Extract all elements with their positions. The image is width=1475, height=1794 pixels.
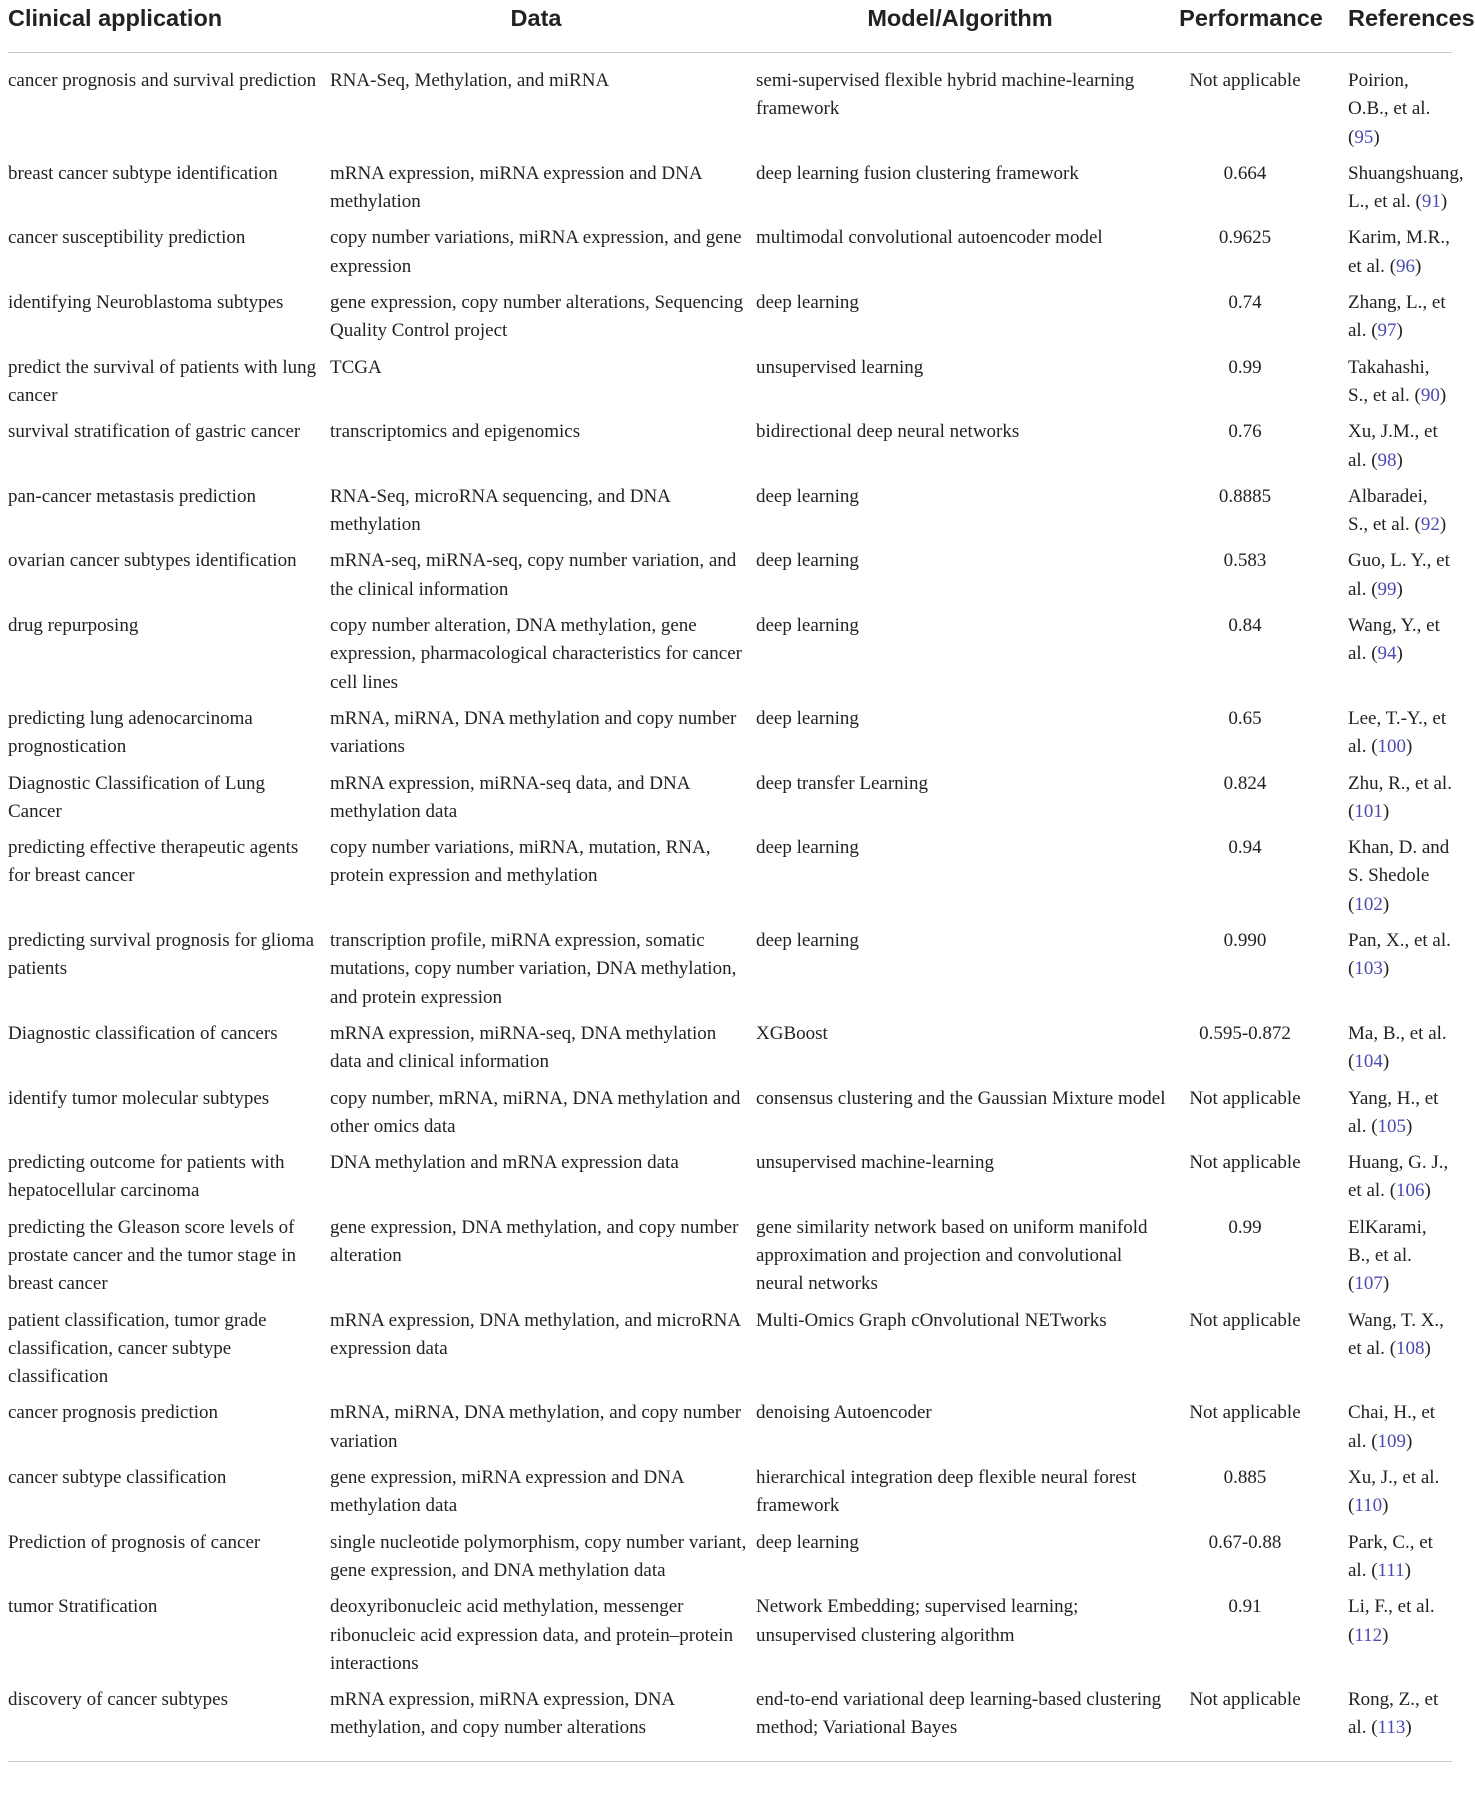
cell-reference: Xu, J., et al. (110) [1348,1467,1440,1517]
cell-data: copy number variations, miRNA, mutation, RNA, protein expression and methylation [330,837,711,887]
cell-data: mRNA expression, miRNA-seq, DNA methylation data and clinical information [330,1022,717,1073]
reference-author: Chai, H., et al. [1348,1402,1436,1452]
cell-reference: Ma, B., et al. (104) [1348,1022,1447,1073]
table-header [8,0,1475,53]
reference-author: Yang, H., et al. [1348,1087,1439,1137]
cell-performance: Not applicable [1189,1152,1301,1174]
cell-clinical-application: survival stratification of gastric cancer [8,421,301,443]
table-row [8,289,1452,354]
cell-reference: Poirion, O.B., et al. (95) [1348,70,1431,148]
table-row [8,1149,1452,1214]
cell-model-algorithm: consensus clustering and the Gaussian Mixture model [756,1087,1166,1109]
reference-link[interactable]: 95 [1354,126,1374,148]
reference-author: Lee, T.-Y., et al. [1348,707,1447,758]
cell-data: mRNA expression, DNA methylation, and microRNA expression data [330,1309,741,1359]
table-row [8,1020,1452,1085]
cell-model-algorithm: deep learning [756,485,859,507]
cell-reference: Takahashi, S., et al. (90) [1348,356,1447,406]
cell-reference: Zhang, L., et al. (97) [1348,292,1446,342]
table-row [8,483,1452,548]
reference-link[interactable]: 109 [1377,1430,1407,1452]
cell-clinical-application: drug repurposing [8,615,139,637]
reference-link[interactable]: 106 [1396,1180,1425,1202]
table-row [8,1593,1452,1686]
cell-clinical-application: breast cancer subtype identification [8,162,278,184]
table-row [8,1399,1452,1464]
cell-performance: 0.595-0.872 [1199,1022,1291,1044]
cell-clinical-application: discovery of cancer subtypes [8,1686,322,1761]
reference-author: Xu, J.M., et al. [1348,421,1438,471]
reference-author: Zhang, L., et al. [1348,292,1446,342]
cell-clinical-application: cancer subtype classification [8,1467,227,1489]
cell-data: mRNA expression, miRNA expression, DNA methylation, and copy number alterations [322,1686,754,1761]
cell-reference: Wang, Y., et al. (94) [1348,615,1440,665]
cell-model-algorithm: unsupervised machine-learning [756,1152,994,1174]
cell-model-algorithm: deep learning fusion clustering framework [756,162,1079,184]
cell-performance: 0.824 [1223,772,1267,794]
cell-clinical-application: predict the survival of patients with lung cancer [8,356,317,406]
reference-link[interactable]: 102 [1354,893,1383,915]
reference-link[interactable]: 103 [1354,958,1383,980]
reference-link[interactable]: 100 [1377,736,1407,758]
cell-data: mRNA expression, miRNA expression and DNA methylation [330,162,702,213]
cell-reference: Khan, D. and S. Shedole (102) [1348,837,1450,915]
reference-link[interactable]: 112 [1354,1624,1383,1646]
reference-link[interactable]: 94 [1377,643,1397,665]
cell-clinical-application: cancer susceptibility prediction [8,227,246,249]
reference-link[interactable]: 108 [1396,1337,1425,1359]
table-row [8,224,1452,289]
cell-model-algorithm: gene similarity network based on uniform manifold approximation and projection and convolutional neural networks [756,1216,1148,1295]
cell-model-algorithm: Multi-Omics Graph cOnvolutional NETworks [756,1309,1107,1331]
cell-data: gene expression, DNA methylation, and copy number alteration [330,1216,739,1266]
cell-performance: Not applicable [1189,70,1301,91]
cell-model-algorithm: deep learning [756,292,859,314]
header-row [8,0,1452,53]
cell-model-algorithm: denoising Autoencoder [756,1402,932,1424]
reference-link[interactable]: 99 [1377,578,1397,600]
cell-performance: Not applicable [1189,1402,1301,1424]
reference-author: Karim, M.R., et al. [1348,227,1450,277]
cell-data: RNA-Seq, microRNA sequencing, and DNA methylation [330,485,670,536]
cell-reference: Shuangshuang, L., et al. (91) [1348,162,1464,213]
table-row [8,770,1452,835]
cell-clinical-application: identifying Neuroblastoma subtypes [8,292,284,314]
cell-model-algorithm: bidirectional deep neural networks [756,421,1020,443]
header-performance: Performance [1170,0,1336,53]
reference-author: Guo, L. Y., et al. [1348,550,1450,600]
cell-reference: Park, C., et al. (111) [1348,1531,1433,1581]
cell-data: copy number alteration, DNA methylation, gene expression, pharmacological characteristics for cancer cell lines [330,615,742,693]
reference-link[interactable]: 98 [1377,449,1397,471]
table-row [8,1464,1452,1529]
table-row [8,1214,1452,1307]
cell-data: mRNA expression, miRNA-seq data, and DNA methylation data [330,772,690,822]
cell-model-algorithm: deep learning [756,1531,859,1553]
reference-author: Li, F., et al. [1348,1596,1435,1618]
cell-performance: 0.8885 [1218,485,1272,507]
cell-data: transcriptomics and epigenomics [330,421,581,443]
cell-clinical-application: Diagnostic classification of cancers [8,1022,278,1044]
cell-model-algorithm: deep transfer Learning [756,772,928,794]
reference-author: ElKarami, B., et al. [1348,1216,1427,1266]
cell-data: gene expression, miRNA expression and DNA methylation data [330,1467,684,1517]
cell-clinical-application: predicting outcome for patients with hepatocellular carcinoma [8,1152,285,1202]
cell-performance: 0.91 [1228,1596,1262,1618]
reference-author: Zhu, R., et al. [1348,772,1452,794]
cell-data: copy number, mRNA, miRNA, DNA methylation and other omics data [330,1087,741,1137]
cell-clinical-application: Diagnostic Classification of Lung Cancer [8,772,265,822]
cell-performance: 0.84 [1228,615,1262,637]
reference-author: Pan, X., et al. [1348,930,1451,952]
cell-performance: 0.76 [1228,421,1262,443]
cell-data: mRNA, miRNA, DNA methylation and copy number variations [330,707,737,758]
cell-reference: Wang, T. X., et al. (108) [1348,1309,1444,1359]
reference-link[interactable]: 92 [1420,514,1440,536]
cell-model-algorithm: deep learning [756,615,859,637]
reference-link[interactable]: 113 [1377,1717,1406,1739]
reference-author: Khan, D. and S. Shedole [1348,837,1450,887]
table-row [8,612,1452,705]
cell-reference: Pan, X., et al. (103) [1348,930,1451,980]
cell-model-algorithm: end-to-end variational deep learning-based clustering method; Variational Bayes [754,1686,1170,1761]
reference-link[interactable]: 111 [1377,1559,1405,1581]
header-references: References [1336,0,1452,53]
reference-link[interactable]: 91 [1421,191,1441,213]
cell-model-algorithm: Network Embedding; supervised learning; unsupervised clustering algorithm [756,1596,1079,1646]
cell-reference: Guo, L. Y., et al. (99) [1348,550,1450,600]
reference-link[interactable]: 90 [1420,384,1440,406]
cell-data: RNA-Seq, Methylation, and miRNA [330,70,610,91]
cell-performance: 0.990 [1223,930,1267,952]
cell-clinical-application: patient classification, tumor grade classification, cancer subtype classification [8,1309,267,1388]
cell-performance: 0.65 [1228,707,1262,729]
reference-author: Poirion, O.B., et al. [1348,70,1431,120]
cell-performance: 0.67-0.88 [1208,1531,1282,1553]
cell-model-algorithm: multimodal convolutional autoencoder model [756,227,1103,249]
reference-author: Albaradei, S., et al. [1348,485,1428,536]
cell-data: gene expression, copy number alterations, Sequencing Quality Control project [330,292,744,342]
cell-model-algorithm: deep learning [756,707,859,729]
cell-model-algorithm: deep learning [756,550,859,572]
reference-link[interactable]: 105 [1377,1115,1407,1137]
cell-model-algorithm: unsupervised learning [756,356,924,378]
cell-performance: 0.583 [1223,550,1267,572]
reference-author: Wang, Y., et al. [1348,615,1440,665]
cell-clinical-application: predicting effective therapeutic agents for breast cancer [8,837,299,887]
cell-clinical-application: tumor Stratification [8,1596,158,1618]
table-row [8,1686,1452,1761]
cell-performance: 0.99 [1228,1216,1262,1238]
cell-data: transcription profile, miRNA expression, somatic mutations, copy number variation, DNA methylation, and protein expression [330,930,737,1008]
cell-data: mRNA, miRNA, DNA methylation, and copy number variation [330,1402,742,1452]
cell-reference: Karim, M.R., et al. (96) [1348,227,1450,277]
table-row [8,53,1452,160]
cell-clinical-application: cancer prognosis and survival prediction [8,70,317,91]
reference-author: Huang, G. J., et al. [1348,1152,1449,1202]
cell-data: TCGA [330,356,382,378]
table-row [8,1307,1452,1400]
reference-link[interactable]: 110 [1354,1495,1383,1517]
cell-model-algorithm: semi-supervised flexible hybrid machine-learning framework [756,70,1135,120]
cell-clinical-application: predicting survival prognosis for glioma patients [8,930,315,980]
cell-clinical-application: ovarian cancer subtypes identification [8,550,297,572]
cell-performance: Not applicable [1189,1309,1301,1331]
cell-performance: 0.99 [1228,356,1262,378]
cell-clinical-application: Prediction of prognosis of cancer [8,1531,261,1553]
cell-model-algorithm: deep learning [756,837,859,859]
reference-author: Shuangshuang, L., et al. [1348,162,1464,213]
table-row [8,1085,1452,1150]
header-model-algorithm: Model/Algorithm [754,0,1170,53]
clinical-applications-table [8,0,1475,1762]
cell-clinical-application: pan-cancer metastasis prediction [8,485,256,507]
table-row [8,834,1452,927]
cell-clinical-application: identify tumor molecular subtypes [8,1087,270,1109]
reference-author: Takahashi, S., et al. [1348,356,1430,406]
cell-data: DNA methylation and mRNA expression data [330,1152,679,1174]
cell-reference: Chai, H., et al. (109) [1348,1402,1436,1452]
reference-link[interactable]: 101 [1354,800,1383,822]
cell-reference: Lee, T.-Y., et al. (100) [1348,707,1447,758]
cell-reference: Zhu, R., et al. (101) [1348,772,1452,822]
table-row [8,547,1452,612]
reference-author: Xu, J., et al. [1348,1467,1440,1489]
reference-author: Rong, Z., et al. [1348,1689,1439,1739]
cell-clinical-application: cancer prognosis prediction [8,1402,218,1424]
cell-model-algorithm: XGBoost [756,1022,828,1044]
header-data: Data [322,0,754,53]
cell-data: single nucleotide polymorphism, copy number variant, gene expression, and DNA methylation data [330,1531,747,1581]
reference-link[interactable]: 96 [1396,255,1416,277]
cell-performance: 0.885 [1223,1467,1267,1489]
cell-performance: 0.664 [1223,162,1267,184]
table-body [8,53,1464,1762]
cell-model-algorithm: hierarchical integration deep flexible neural forest framework [756,1467,1137,1517]
cell-reference: Huang, G. J., et al. (106) [1348,1152,1449,1202]
cell-data: mRNA-seq, miRNA-seq, copy number variation, and the clinical information [330,550,737,600]
cell-data: deoxyribonucleic acid methylation, messenger ribonucleic acid expression data, and protein–protein interactions [330,1596,734,1674]
cell-performance: 0.94 [1228,837,1262,859]
cell-reference: Yang, H., et al. (105) [1348,1087,1439,1137]
cell-performance: 0.9625 [1218,227,1272,249]
reference-author: Ma, B., et al. [1348,1022,1447,1044]
table-row [8,418,1452,483]
cell-data: copy number variations, miRNA expression, and gene expression [330,227,742,277]
cell-reference: Li, F., et al. (112) [1348,1596,1435,1646]
cell-reference: Xu, J.M., et al. (98) [1348,421,1438,471]
reference-link[interactable]: 107 [1354,1273,1383,1295]
reference-link[interactable]: 104 [1354,1051,1383,1073]
reference-author: Park, C., et al. [1348,1531,1433,1581]
cell-clinical-application: predicting the Gleason score levels of prostate cancer and the tumor stage in breast cancer [8,1216,297,1295]
cell-performance: 0.74 [1228,292,1262,314]
table-row [8,705,1452,770]
table-row [8,354,1452,419]
cell-reference: ElKarami, B., et al. (107) [1348,1216,1427,1295]
cell-model-algorithm: deep learning [756,930,859,952]
cell-clinical-application: predicting lung adenocarcinoma prognostication [8,707,253,758]
table-row [8,927,1452,1020]
reference-author: Wang, T. X., et al. [1348,1309,1444,1359]
reference-link[interactable]: 97 [1377,320,1397,342]
table-row [8,160,1452,225]
cell-reference: Rong, Z., et al. (113) [1336,1686,1452,1761]
cell-reference: Albaradei, S., et al. (92) [1348,485,1447,536]
header-clinical-application: Clinical application [8,0,322,53]
table-row [8,1529,1452,1594]
cell-performance: Not applicable [1189,1087,1301,1109]
cell-performance: Not applicable [1170,1686,1336,1761]
